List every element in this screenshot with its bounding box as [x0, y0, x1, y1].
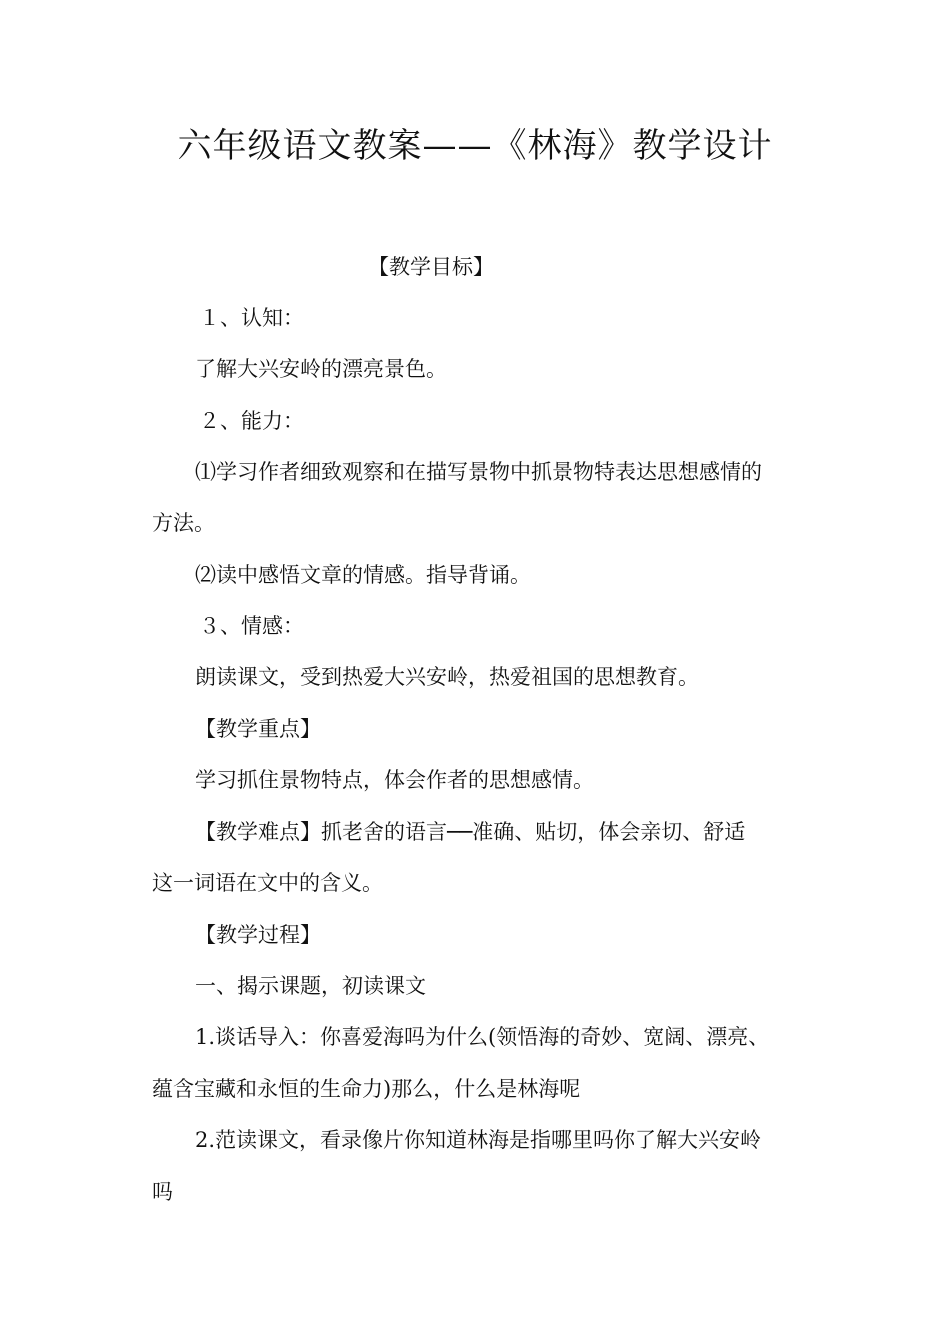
objective-ability-heading: ２、能力：: [199, 409, 304, 433]
objective-emotion-heading: ３、情感：: [199, 614, 304, 638]
section-heading-objectives: 【教学目标】: [368, 255, 494, 279]
paragraph-line: 这一词语在文中的含义。: [152, 871, 383, 895]
paragraph-line: 了解大兴安岭的漂亮景色。: [195, 357, 447, 381]
paragraph-line: 1.谈话导入：你喜爱海吗为什么(领悟海的奇妙、宽阔、漂亮、: [195, 1025, 770, 1049]
section-heading-process: 【教学过程】: [195, 923, 321, 947]
paragraph-line: 2.范读课文，看录像片你知道林海是指哪里吗你了解大兴安岭: [195, 1128, 762, 1152]
paragraph-line: 蕴含宝藏和永恒的生命力)那么，什么是林海呢: [152, 1077, 581, 1101]
section-heading-key-points: 【教学重点】: [195, 717, 321, 741]
objective-cognition-heading: １、认知：: [199, 306, 304, 330]
paragraph-line: 朗读课文，受到热爱大兴安岭，热爱祖国的思想教育。: [195, 665, 699, 689]
paragraph-line: 方法。: [152, 511, 215, 535]
step-heading: 一、揭示课题，初读课文: [195, 974, 426, 998]
paragraph-line: ⑵读中感悟文章的情感。指导背诵。: [195, 563, 531, 587]
paragraph-line: ⑴学习作者细致观察和在描写景物中抓景物特表达思想感情的: [195, 460, 762, 484]
paragraph-line: 吗: [152, 1180, 173, 1204]
paragraph-line: 学习抓住景物特点，体会作者的思想感情。: [195, 768, 594, 792]
section-heading-difficulties: 【教学难点】抓老舍的语言──准确、贴切，体会亲切、舒适: [195, 820, 746, 844]
document-title: 六年级语文教案——《林海》教学设计: [177, 126, 773, 166]
